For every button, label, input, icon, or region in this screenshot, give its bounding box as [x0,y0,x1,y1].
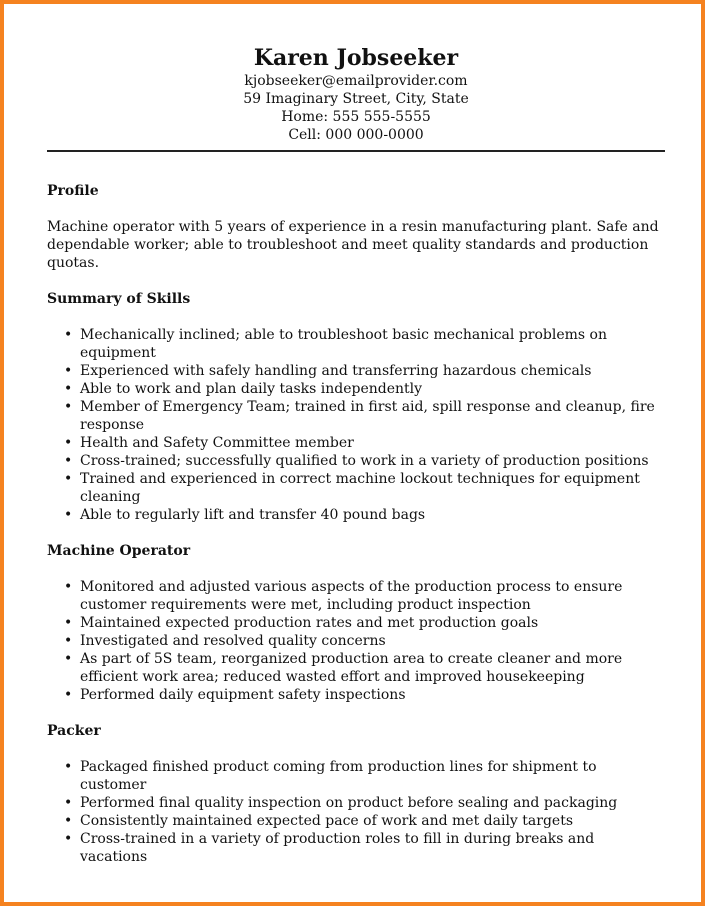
cell-phone: Cell: 000 000-0000 [288,127,424,143]
list-item [47,830,665,866]
candidate-name: Karen Jobseeker [253,45,459,71]
section-title-skills: Summary of Skills [47,291,191,307]
section-title-packer: Packer [47,723,101,739]
list-item [47,326,665,362]
bullet-icon: • [64,453,73,469]
list-item [47,632,665,650]
bullet-icon: • [64,507,73,523]
machine-operator-list [47,578,665,704]
bullet-icon: • [64,363,73,379]
list-item-text: Investigated and resolved quality concerns [80,633,386,649]
list-item-text: Cross-trained; successfully qualified to work in a variety of production positions [80,453,649,469]
list-item [47,794,665,812]
list-item [47,470,665,506]
bullet-icon: • [64,471,73,487]
header-divider [47,150,665,152]
list-item-text: Performed daily equipment safety inspections [80,687,406,703]
bullet-icon: • [64,435,73,451]
bullet-icon: • [64,795,73,811]
bullet-icon: • [64,651,73,667]
list-item-text: Trained and experienced in correct machine lockout techniques for equipment cleaning [80,471,640,505]
packer-list [47,758,665,866]
email-address: kjobseeker@emailprovider.com [244,73,468,89]
bullet-icon: • [64,381,73,397]
list-item [47,452,665,470]
list-item-text: Mechanically inclined; able to troubleshoot basic mechanical problems on equipment [80,327,607,361]
list-item [47,758,665,794]
list-item-text: Able to regularly lift and transfer 40 pound bags [80,507,426,523]
bullet-icon: • [64,633,73,649]
list-item-text: Maintained expected production rates and met production goals [80,615,539,631]
list-item-text: Consistently maintained expected pace of work and met daily targets [80,813,574,829]
skills-list [47,326,665,524]
list-item [47,614,665,632]
bullet-icon: • [64,687,73,703]
list-item-text: As part of 5S team, reorganized production area to create cleaner and more efficient work area; reduced wasted effort and improved housekeeping [80,651,623,685]
bullet-icon: • [64,327,73,343]
bullet-icon: • [64,813,73,829]
profile-text: Machine operator with 5 years of experience in a resin manufacturing plant. Safe and dependable worker; able to troubleshoot and meet quality standards and production quotas. [47,219,659,271]
list-item-text: Monitored and adjusted various aspects of the production process to ensure customer requirements were met, including product inspection [80,579,623,613]
bullet-icon: • [64,759,73,775]
list-item [47,380,665,398]
list-item-text: Health and Safety Committee member [80,435,354,451]
resume-header [47,44,665,144]
list-item-text: Performed final quality inspection on product before sealing and packaging [80,795,618,811]
list-item [47,578,665,614]
list-item [47,686,665,704]
list-item-text: Member of Emergency Team; trained in first aid, spill response and cleanup, fire response [80,399,655,433]
bullet-icon: • [64,579,73,595]
list-item [47,506,665,524]
bullet-icon: • [64,615,73,631]
list-item [47,650,665,686]
section-title-machine-operator: Machine Operator [47,543,191,559]
resume-document [47,44,665,866]
list-item-text: Packaged finished product coming from production lines for shipment to customer [80,759,597,793]
section-title-profile: Profile [47,183,99,199]
list-item-text: Experienced with safely handling and transferring hazardous chemicals [80,363,592,379]
list-item [47,812,665,830]
list-item [47,398,665,434]
street-address: 59 Imaginary Street, City, State [243,91,469,107]
list-item [47,434,665,452]
list-item [47,362,665,380]
bullet-icon: • [64,831,73,847]
home-phone: Home: 555 555-5555 [281,109,431,125]
bullet-icon: • [64,399,73,415]
list-item-text: Cross-trained in a variety of production roles to fill in during breaks and vacations [80,831,595,865]
list-item-text: Able to work and plan daily tasks independently [80,381,423,397]
